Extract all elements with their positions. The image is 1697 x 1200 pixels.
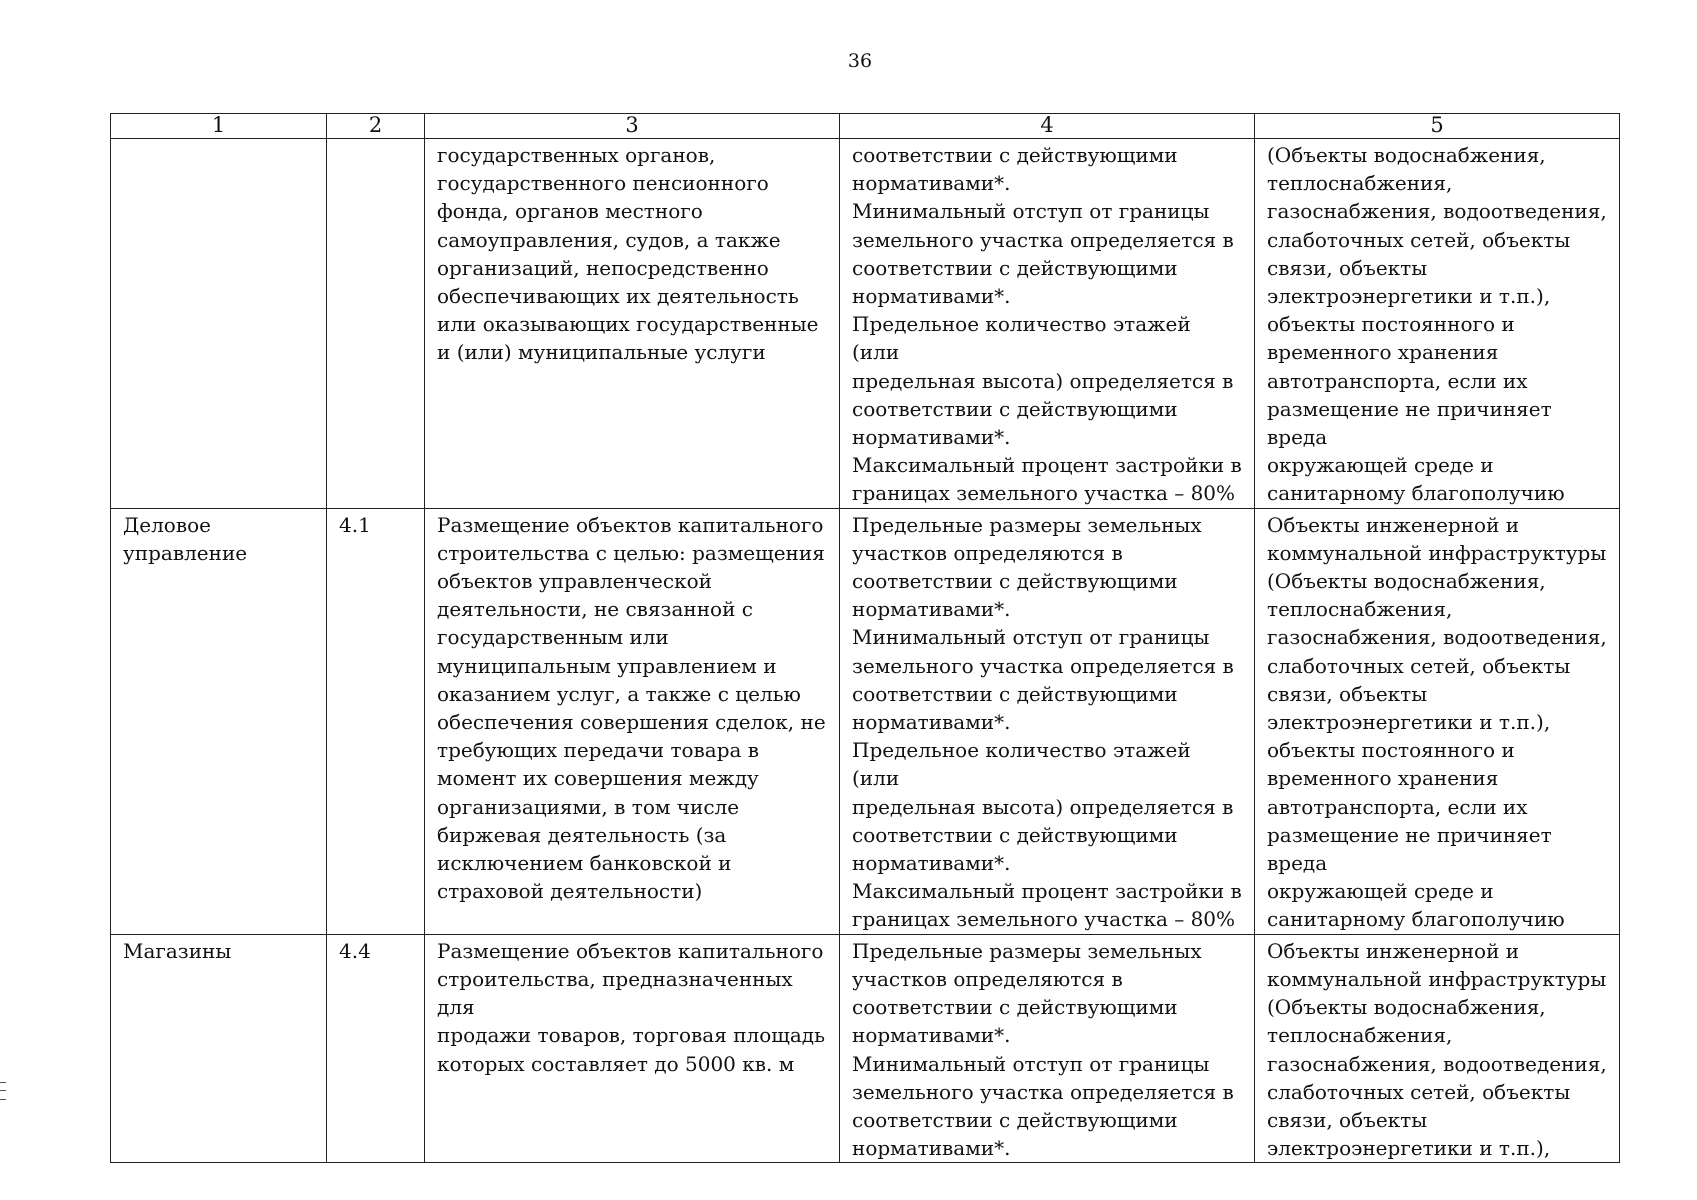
use-type-name [111,139,327,509]
header-cell-1: 1 [111,114,327,139]
table-row [111,508,1620,934]
use-type-parameters: Предельные размеры земельных участков определяются в соответствии с действующими нормативами*. Минимальный отступ от границы земельного участка определяется в соответствии с действующими нормативами*. Предельное количество этажей (или предельная высота) определяется в соответствии с действующими нормативами*. Максимальный процент застройки в границах земельного участка – 80% [840,508,1255,934]
use-type-name: Магазины [111,934,327,1163]
header-cell-2: 2 [327,114,425,139]
use-type-description: государственных органов, государственного пенсионного фонда, органов местного самоуправления, судов, а также организаций, непосредственно обеспечивающих их деятельность или оказывающих государственные и (или) муниципальные услуги [425,139,840,509]
use-type-name: Деловое управление [111,508,327,934]
use-type-auxiliary: Объекты инженерной и коммунальной инфраструктуры (Объекты водоснабжения, теплоснабжения, газоснабжения, водоотведения, слаботочных сетей, объекты связи, объекты электроэнергетики и т.п.), [1255,934,1620,1163]
page-number: 36 [847,50,873,72]
use-type-auxiliary: Объекты инженерной и коммунальной инфраструктуры (Объекты водоснабжения, теплоснабжения, газоснабжения, водоотведения, слаботочных сетей, объекты связи, объекты электроэнергетики и т.п.), объекты постоянного и временного хранения автотранспорта, если их размещение не причиняет вреда окружающей среде и санитарному благополучию [1255,508,1620,934]
header-row [111,114,1620,139]
scan-edge-mark [0,1082,6,1100]
use-type-auxiliary: (Объекты водоснабжения, теплоснабжения, газоснабжения, водоотведения, слаботочных сетей, объекты связи, объекты электроэнергетики и т.п.), объекты постоянного и временного хранения автотранспорта, если их размещение не причиняет вреда окружающей среде и санитарному благополучию [1255,139,1620,509]
header-cell-5: 5 [1255,114,1620,139]
table-row [111,139,1620,509]
use-type-code [327,139,425,509]
table-row [111,934,1620,1163]
use-type-description: Размещение объектов капитального строительства, предназначенных для продажи товаров, торговая площадь которых составляет до 5000 кв. м [425,934,840,1163]
use-type-parameters: Предельные размеры земельных участков определяются в соответствии с действующими нормативами*. Минимальный отступ от границы земельного участка определяется в соответствии с действующими нормативами*. [840,934,1255,1163]
header-cell-4: 4 [840,114,1255,139]
header-cell-3: 3 [425,114,840,139]
use-type-parameters: соответствии с действующими нормативами*. Минимальный отступ от границы земельного участка определяется в соответствии с действующими нормативами*. Предельное количество этажей (или предельная высота) определяется в соответствии с действующими нормативами*. Максимальный процент застройки в границах земельного участка – 80% [840,139,1255,509]
use-type-code: 4.4 [327,934,425,1163]
land-use-table [110,113,1620,1163]
use-type-code: 4.1 [327,508,425,934]
use-type-description: Размещение объектов капитального строительства с целью: размещения объектов управленческой деятельности, не связанной с государственным или муниципальным управлением и оказанием услуг, а также с целью обеспечения совершения сделок, не требующих передачи товара в момент их совершения между организациями, в том числе биржевая деятельность (за исключением банковской и страховой деятельности) [425,508,840,934]
